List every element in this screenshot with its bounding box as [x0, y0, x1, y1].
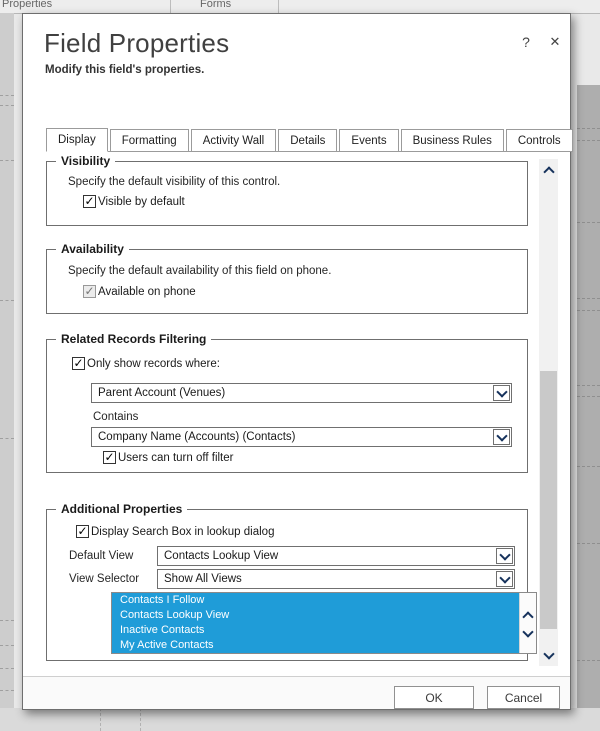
background-tab-forms: Forms	[200, 0, 232, 10]
available-on-phone-checkbox	[83, 285, 196, 298]
visible-by-default-checkbox[interactable]	[83, 195, 185, 208]
background-tab-separator	[170, 0, 171, 13]
tab-controls[interactable]: Controls	[506, 129, 573, 152]
chevron-down-icon[interactable]	[493, 429, 510, 445]
chevron-down-icon[interactable]	[496, 548, 513, 564]
ok-button[interactable]: OK	[394, 686, 474, 709]
backdrop-grid-line	[0, 160, 14, 161]
availability-legend: Availability	[56, 242, 129, 256]
default-view-dropdown[interactable]	[157, 546, 515, 566]
chevron-down-icon[interactable]	[493, 385, 510, 401]
backdrop-grid-line	[577, 543, 600, 544]
tab-events[interactable]: Events	[339, 129, 398, 152]
backdrop-grid-line	[100, 708, 101, 731]
tab-business-rules[interactable]: Business Rules	[401, 129, 504, 152]
checkbox-check-icon	[76, 525, 89, 538]
tab-display[interactable]: Display	[46, 128, 108, 152]
visibility-legend: Visibility	[56, 154, 115, 168]
dropdown-value: Contacts Lookup View	[164, 550, 279, 562]
backdrop-grid-line	[577, 140, 600, 141]
default-view-label: Default View	[69, 550, 134, 562]
backdrop-grid-line	[577, 222, 600, 223]
scrollbar-thumb[interactable]	[540, 371, 557, 629]
checkbox-check-icon	[72, 357, 85, 370]
tab-formatting[interactable]: Formatting	[110, 129, 189, 152]
checkbox-label: Display Search Box in lookup dialog	[91, 525, 275, 538]
views-listbox	[111, 592, 537, 654]
related-records-legend: Related Records Filtering	[56, 332, 211, 346]
help-icon[interactable]: ?	[522, 34, 530, 50]
backdrop-grid-line	[577, 128, 600, 129]
background-tab-strip	[0, 0, 600, 14]
view-selector-label: View Selector	[69, 573, 140, 585]
backdrop-grid-line	[577, 396, 600, 397]
checkbox-label: Available on phone	[98, 285, 196, 298]
cancel-button[interactable]: Cancel	[487, 686, 560, 709]
listbox-scrollbar[interactable]	[519, 593, 536, 653]
backdrop-grid-line	[577, 385, 600, 386]
backdrop-grid-line	[0, 690, 14, 691]
dialog-scrollbar[interactable]	[539, 159, 558, 666]
scroll-down-icon[interactable]	[522, 626, 533, 637]
dropdown-value: Company Name (Accounts) (Contacts)	[98, 431, 296, 443]
related-records-filtering-group	[46, 332, 528, 473]
list-item[interactable]: My Active Contacts	[120, 639, 214, 651]
view-selector-dropdown[interactable]	[157, 569, 515, 589]
availability-group	[46, 242, 528, 314]
operator-label: Contains	[93, 411, 139, 423]
list-item[interactable]: Contacts I Follow	[120, 594, 205, 606]
close-icon[interactable]: ✕	[549, 34, 561, 49]
background-tab-properties: Properties	[2, 0, 53, 10]
scroll-down-icon[interactable]	[539, 646, 558, 664]
dialog-subtitle: Modify this field's properties.	[45, 64, 205, 76]
display-search-box-checkbox[interactable]	[76, 525, 274, 538]
backdrop-grid-line	[577, 310, 600, 311]
backdrop-grid-line	[0, 438, 14, 439]
backdrop-grid-line	[0, 668, 14, 669]
background-form-edge-left	[0, 13, 14, 731]
chevron-down-icon[interactable]	[496, 571, 513, 587]
users-can-turn-off-filter-checkbox[interactable]	[103, 451, 233, 464]
scroll-up-icon[interactable]	[539, 161, 558, 179]
backdrop-grid-line	[0, 620, 14, 621]
backdrop-grid-line	[577, 660, 600, 661]
background-tab-separator	[278, 0, 279, 13]
checkbox-check-icon	[83, 285, 96, 298]
checkbox-label: Visible by default	[98, 195, 185, 208]
dropdown-value: Show All Views	[164, 573, 242, 585]
checkbox-check-icon	[83, 195, 96, 208]
backdrop-grid-line	[140, 708, 141, 731]
scroll-up-icon[interactable]	[522, 611, 533, 622]
list-item[interactable]: Contacts Lookup View	[120, 609, 230, 621]
availability-description: Specify the default availability of this field on phone.	[68, 265, 332, 277]
backdrop-grid-line	[0, 645, 14, 646]
checkbox-label: Only show records where:	[87, 357, 220, 370]
dialog-title: Field Properties	[44, 28, 230, 58]
tab-details[interactable]: Details	[278, 129, 337, 152]
checkbox-label: Users can turn off filter	[118, 451, 234, 464]
tab-activity-wall[interactable]: Activity Wall	[191, 129, 277, 152]
dropdown-value: Parent Account (Venues)	[98, 387, 226, 399]
filter-value-dropdown[interactable]	[91, 427, 512, 447]
additional-properties-legend: Additional Properties	[56, 502, 187, 516]
backdrop-grid-line	[0, 105, 14, 106]
views-listbox-items	[112, 593, 519, 653]
additional-properties-group	[46, 502, 528, 661]
visibility-group	[46, 154, 528, 226]
filter-field-dropdown[interactable]	[91, 383, 512, 403]
visibility-description: Specify the default visibility of this control.	[68, 176, 281, 188]
background-form-edge-right	[577, 85, 600, 731]
dialog-tab-strip	[46, 128, 573, 152]
dialog-footer	[23, 676, 570, 709]
field-properties-dialog	[22, 13, 571, 710]
backdrop-grid-line	[0, 300, 14, 301]
backdrop-grid-line	[577, 298, 600, 299]
backdrop-grid-line	[0, 95, 14, 96]
list-item[interactable]: Inactive Contacts	[120, 624, 205, 636]
checkbox-check-icon	[103, 451, 116, 464]
backdrop-grid-line	[577, 466, 600, 467]
background-bottom-band	[0, 708, 600, 731]
only-show-records-checkbox[interactable]	[72, 357, 220, 370]
